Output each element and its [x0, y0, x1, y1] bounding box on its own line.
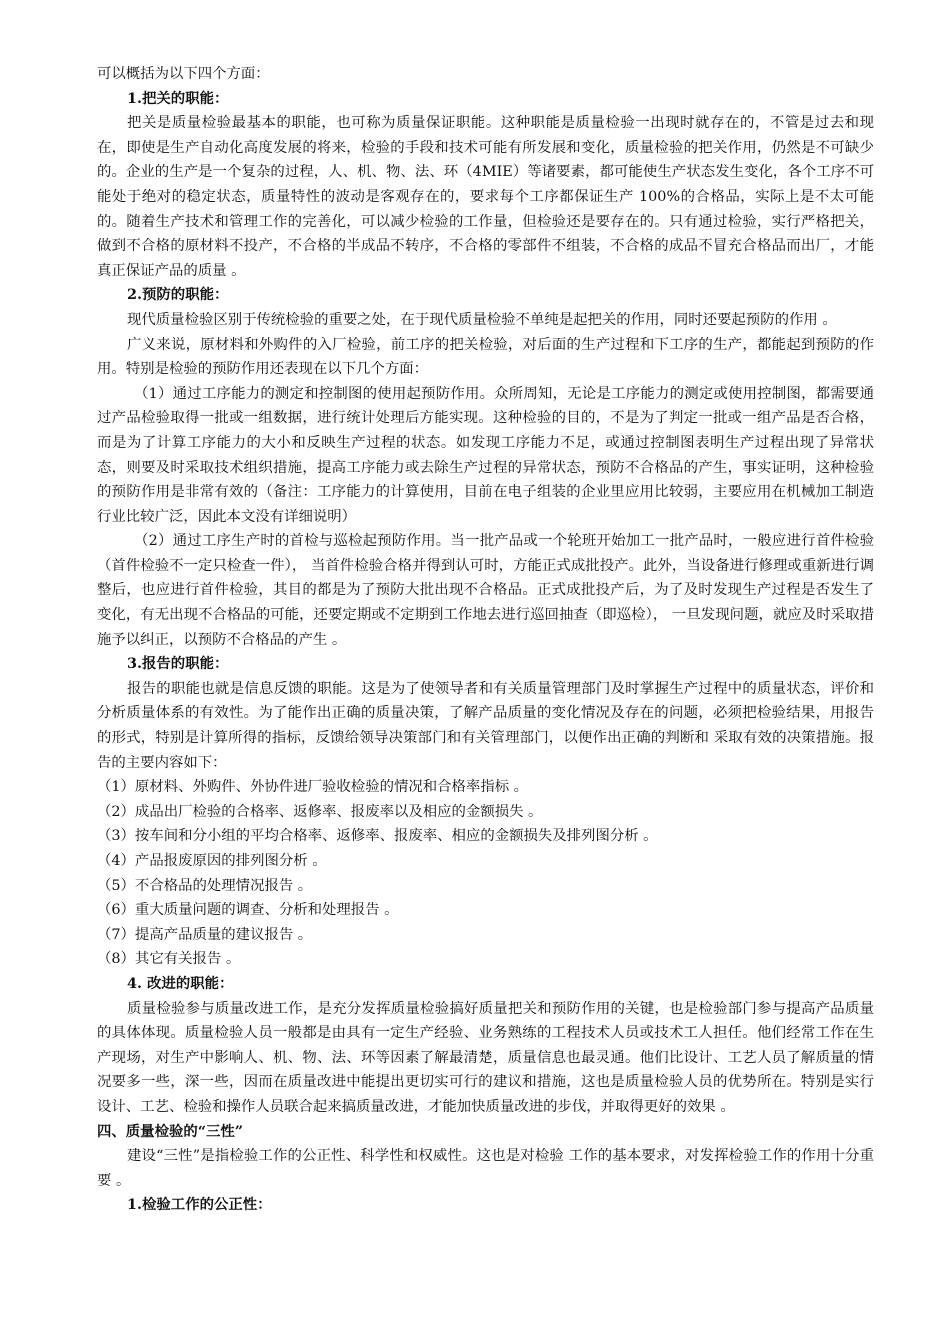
list-item: （7）提高产品质量的建议报告 。: [97, 926, 313, 943]
paragraph-prevention-4: （2）通过工序生产时的首检与巡检起预防作用。当一批产品或一个轮班开始加工一批产品时，一般应进行首件检验（首件检验不一定只检查一件）， 当首件检验合格并得到认可时，方能正式成批投产。此外，当设备进行修理或重新进行调整后，也应进行首件检验，其目的都是为了预防大批出现不合格品。正式成批投产后，为了及时发现生产过程是否发生了变化，有无出现不合格品的可能，还要定期或不定期到工作地去进行巡回抽查（即巡检）， 一旦发现问题，就应及时采取措施予以纠正，以预防不合格品的产生 。: [97, 533, 874, 648]
paragraph-prevention-2: 广义来说，原材料和外购件的入厂检验，前工序的把关检验，对后面的生产过程和下工序的生产，都能起到预防的作用。特别是检验的预防作用还表现在以下几个方面：: [97, 336, 874, 378]
list-item: （3）按车间和分小组的平均合格率、返修率、报废率、相应的金额损失及排列图分析 。: [97, 828, 658, 845]
list-item: （8）其它有关报告 。: [97, 951, 241, 968]
list-item: （6）重大质量问题的调查、分析和处理报告 。: [97, 902, 399, 919]
list-item: （2）成品出厂检验的合格率、返修率、报废率以及相应的金额损失 。: [97, 803, 543, 820]
paragraph-reporting: 报告的职能也就是信息反馈的职能。这是为了使领导者和有关质量管理部门及时掌握生产过程中的质量状态，评价和分析质量体系的有效性。为了能作出正确的质量决策，了解产品质量的变化情况及存在的问题，必须把检验结果，用报告的形式，特别是计算所得的指标，反馈给领导决策部门和有关管理部门，以便作出正确的判断和 采取有效的决策措施。报告的主要内容如下：: [97, 680, 874, 771]
heading-prevention: 2.预防的职能：: [127, 286, 229, 304]
section-heading-three-properties: 四、质量检验的“三性”: [97, 1122, 244, 1140]
heading-impartiality: 1.检验工作的公正性：: [127, 1196, 272, 1214]
heading-reporting: 3.报告的职能：: [127, 655, 229, 673]
paragraph-gatekeeping: 把关是质量检验最基本的职能，也可称为质量保证职能。这种职能是质量检验一出现时就存在的，不管是过去和现在，即使是生产自动化高度发展的将来，检验的手段和技术可能有所发展和变化，质量检验的把关作用，仍然是不可缺少的。企业的生产是一个复杂的过程，人、机、物、法、环（4MIE）等诸要素，都可能使生产状态发生变化，各个工序不可能处于绝对的稳定状态，质量特性的波动是客观存在的，要求每个工序都保证生产 100%的合格品，实际上是不太可能的。随着生产技术和管理工作的完善化，可以减少检验的工作量，但检验还是要存在的。只有通过检验，实行严格把关，做到不合格的原材料不投产，不合格的半成品不转序，不合格的零部件不组装，不合格的成品不冒充合格品而出厂，才能真正保证产品的质量 。: [97, 115, 874, 279]
paragraph-three-properties: 建设“三性”是指检验工作的公正性、科学性和权威性。这也是对检验 工作的基本要求，对发挥检验工作的作用十分重要 。: [97, 1148, 874, 1189]
intro-text: 可以概括为以下四个方面：: [97, 66, 270, 82]
list-item: （4）产品报废原因的排列图分析 。: [97, 853, 327, 869]
paragraph-prevention-1: 现代质量检验区别于传统检验的重要之处，在于现代质量检验不单纯是起把关的作用，同时还要起预防的作用 。: [127, 311, 837, 328]
heading-improvement: 4. 改进的职能：: [127, 974, 234, 992]
list-item: （5）不合格品的处理情况报告 。: [97, 877, 313, 894]
list-item: （1）原材料、外购件、外协件进厂验收检验的情况和合格率指标 。: [97, 779, 529, 796]
heading-gatekeeping: 1.把关的职能：: [127, 89, 229, 107]
paragraph-improvement: 质量检验参与质量改进工作，是充分发挥质量检验搞好质量把关和预防作用的关键，也是检验部门参与提高产品质量的具体体现。质量检验人员一般都是由具有一定生产经验、业务熟练的工程技术人员或技术工人担任。他们经常工作在生产现场，对生产中影响人、机、物、法、环等因素了解最清楚，质量信息也最灵通。他们比设计、工艺人员了解质量的情况要多一些，深一些，因而在质量改进中能提出更切实可行的建议和措施，这也是质量检验人员的优势所在。特别是实行设计、工艺、检验和操作人员联合起来搞质量改进，才能加快质量改进的步伐，并取得更好的效果 。: [97, 1000, 874, 1115]
paragraph-prevention-3: （1）通过工序能力的测定和控制图的使用起预防作用。众所周知，无论是工序能力的测定或使用控制图，都需要通过产品检验取得一批或一组数据，进行统计处理后方能实现。这种检验的目的，不是为了判定一批或一组产品是否合格，而是为了计算工序能力的大小和反映生产过程的状态。如发现工序能力不足，或通过控制图表明生产过程出现了异常状态，则要及时采取技术组织措施，提高工序能力或去除生产过程的异常状态，预防不合格品的产生，事实证明，这种检验的预防作用是非常有效的（备注：工序能力的计算使用，目前在电子组装的企业里应用比较弱，主要应用在机械加工制造行业比较广泛，因此本文没有详细说明）: [97, 385, 874, 525]
